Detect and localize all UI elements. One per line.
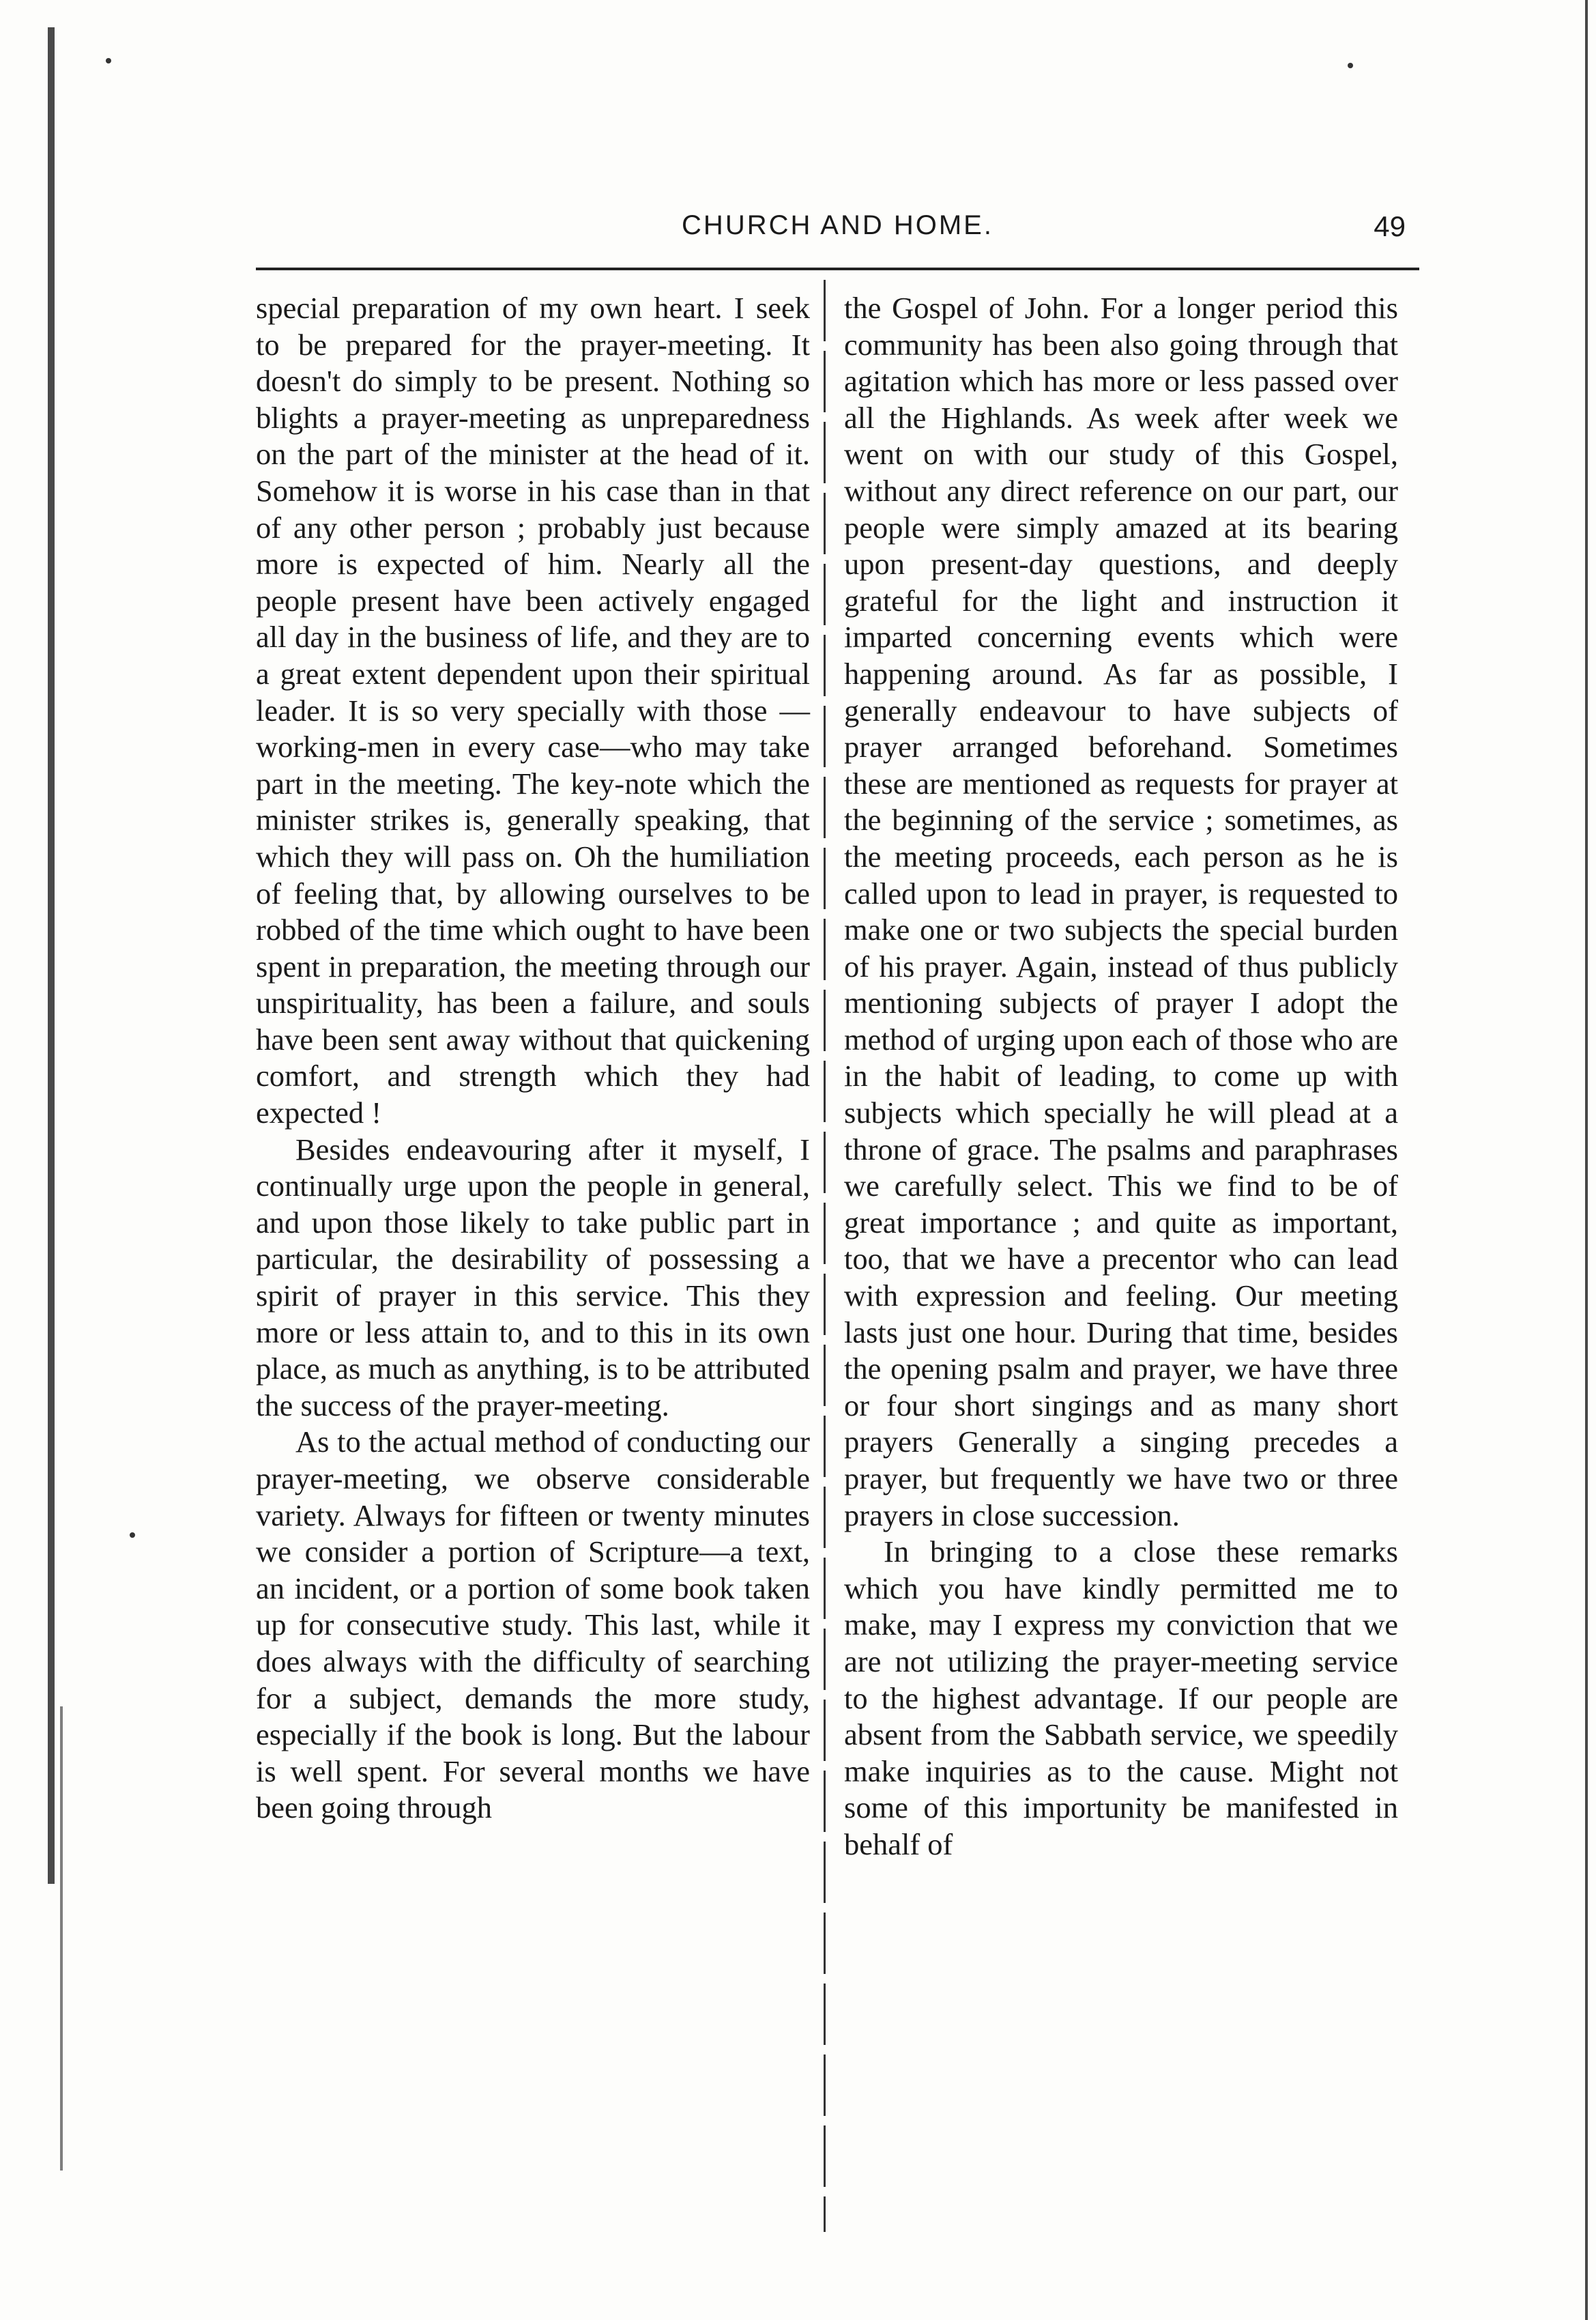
paragraph: As to the actual method of conducting our prayer-meeting, we observe considerable variety. Always for fifteen or twenty minutes we consider a portion of Scripture—a text, an incident, or a portion of some book taken up for consecutive study. This last, while it does always with the difficulty of searching for a subject, demands the more study, especially if the book is long. But the labour is well spent. For several months we have been going through <box>256 1424 810 1825</box>
right-column <box>844 290 1398 1863</box>
paragraph: Besides endeavouring after it myself, I continually urge upon the people in general, and upon those likely to take public part in particular, the desirability of possessing a spirit of prayer in this service. This they more or less attain to, and to this in its own place, as much as anything, is to be attributed the success of the prayer-meeting. <box>256 1132 810 1422</box>
scan-speck <box>1348 63 1353 68</box>
binding-edge-line-lower <box>60 1706 63 2171</box>
scan-speck <box>106 58 111 63</box>
page-right-edge <box>1585 0 1588 2320</box>
left-column <box>256 290 810 1827</box>
column-divider <box>824 280 826 2232</box>
scan-speck <box>130 1532 135 1538</box>
paragraph: the Gospel of John. For a longer period this community has been also going through that agitation which has more or less passed over all the Highlands. As week after week we went on with our study of this Gospel, without any direct reference on our part, our people were simply amazed at its bearing upon present-day questions, and deeply grateful for the light and instruction it imparted concerning events which were happening around. As far as possible, I generally endeavour to have subjects of prayer arranged beforehand. Sometimes these are mentioned as requests for prayer at the beginning of the service ; sometimes, as the meeting proceeds, each person as he is called upon to lead in prayer, is requested to make one or two subjects the special burden of his prayer. Again, instead of thus publicly mentioning subjects of prayer I adopt the method of urging upon each of those who are in the habit of leading, to come up with subjects which specially he will plead at a throne of grace. The psalms and paraphrases we carefully select. This we find to be of great importance ; and quite as important, too, that we have a precentor who can lead with expression and feeling. Our meeting lasts just one hour. During that time, besides the opening psalm and prayer, we have three or four short singings and as many short prayers Generally a singing precedes a prayer, but frequently we have two or three prayers in close succession. <box>844 291 1398 1532</box>
paragraph: special preparation of my own heart. I seek to be prepared for the prayer-meeting. It doesn't do simply to be present. Nothing so blights a prayer-meeting as unpreparedness on the part of the minister at the head of it. Somehow it is worse in his case than in that of any other person ; probably just because more is expected of him. Nearly all the people present have been actively engaged all day in the business of life, and they are to a great extent dependent upon their spiritual leader. It is so very specially with those — working-men in every case—who may take part in the meeting. The key-note which the minister strikes is, generally speaking, that which they will pass on. Oh the humiliation of feeling that, by allowing ourselves to be robbed of the time which ought to have been spent in preparation, the meeting through our unspirituality, has been a failure, and souls have been sent away without that quickening comfort, and strength which they had expected ! <box>256 291 810 1130</box>
running-title: CHURCH AND HOME. <box>682 210 993 240</box>
header-rule <box>256 268 1419 270</box>
page-number: 49 <box>1374 210 1406 242</box>
binding-edge-line <box>48 27 55 1884</box>
paragraph: In bringing to a close these remarks which you have kindly permitted me to make, may I express my conviction that we are not utilizing the prayer-meeting service to the highest advantage. If our people are absent from the Sabbath service, we speedily make inquiries as to the cause. Might not some of this importunity be manifested in behalf of <box>844 1534 1398 1861</box>
page-header <box>256 210 1419 251</box>
